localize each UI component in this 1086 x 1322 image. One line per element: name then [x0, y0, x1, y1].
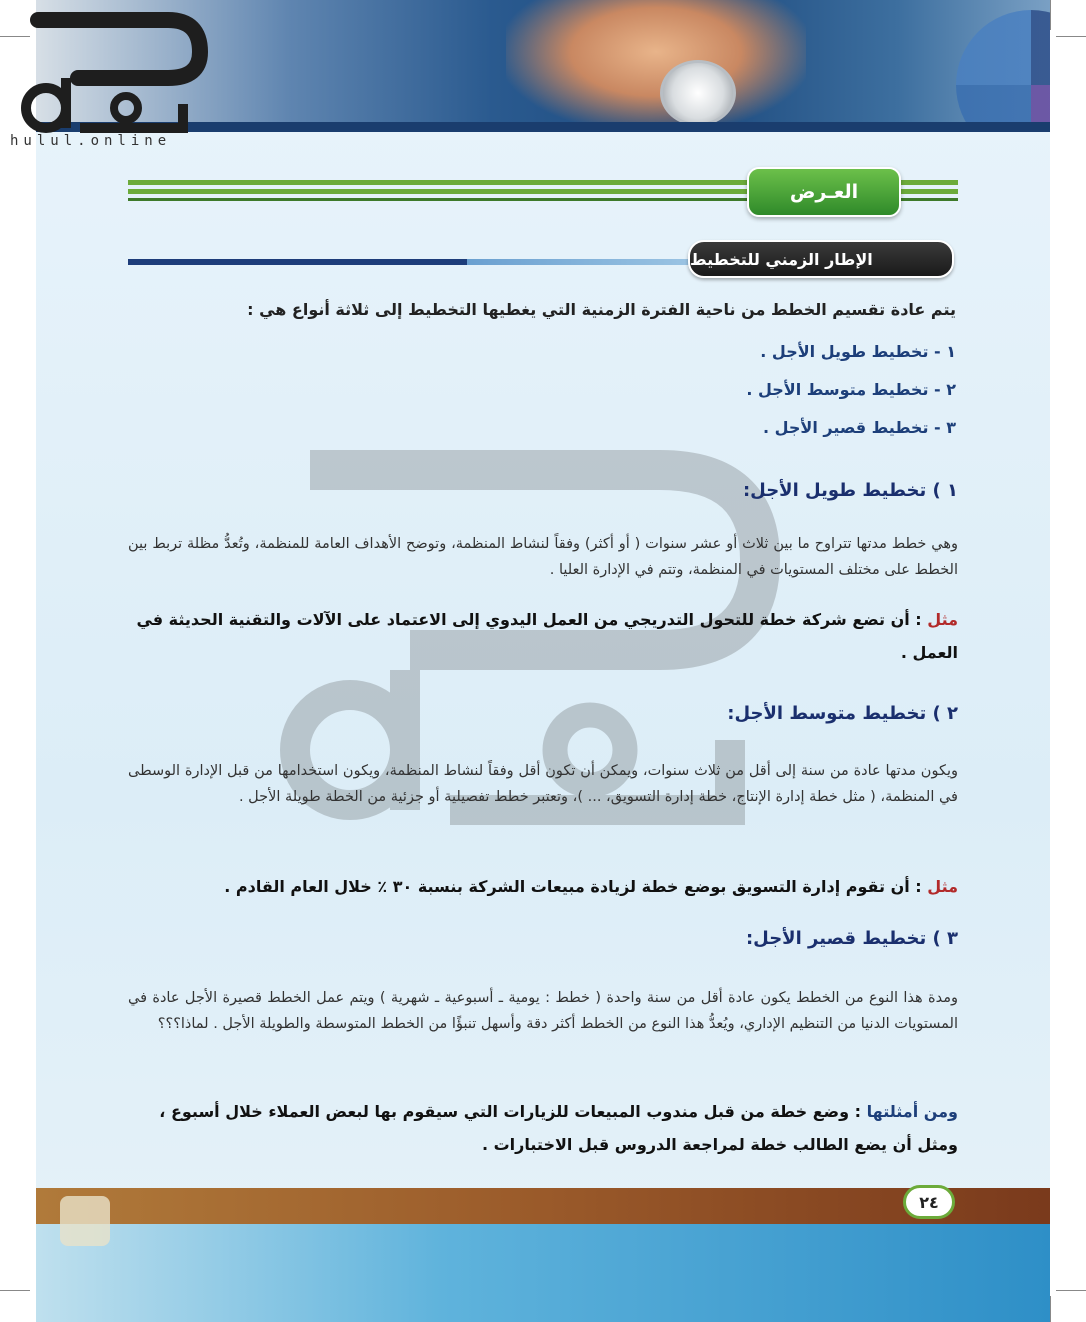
type-item: ٢ - تخطيط متوسط الأجل . — [746, 380, 956, 399]
example-label: مثل — [927, 877, 958, 896]
footer-background — [36, 1224, 1050, 1322]
subsection-divider — [128, 259, 693, 265]
section-heading: ٢ ) تخطيط متوسط الأجل: — [727, 703, 958, 724]
logo-url: hulul.online — [10, 133, 172, 149]
type-item: ٣ - تخطيط قصير الأجل . — [762, 418, 956, 437]
footer-bar — [36, 1188, 1050, 1224]
section-heading: ٣ ) تخطيط قصير الأجل: — [745, 928, 958, 949]
crop-mark — [1050, 1296, 1051, 1322]
hand-image — [506, 0, 806, 130]
crop-mark — [0, 1290, 30, 1291]
page-number: ٢٤ — [903, 1185, 955, 1219]
pocket-watch-image — [660, 60, 736, 126]
crop-mark — [1056, 36, 1086, 37]
section-paragraph: وهي خطط مدتها تتراوح ما بين ثلاث أو عشر سنوات ( أو أكثر) وفقاً لنشاط المنظمة، وتوضح الأهداف العامة للمنظمة، وتُعدُّ مظلة تربط بين الخطط على مختلف المستويات في المنظمة، وتتم في الإدارة العليا . — [128, 536, 958, 578]
section-heading: ١ ) تخطيط طويل الأجل: — [742, 480, 958, 501]
example-label: مثل — [927, 610, 958, 629]
example-body: : أن تقوم إدارة التسويق بوضع خطة لزيادة مبيعات الشركة بنسبة ٣٠ ٪ خلال العام القادم . — [224, 877, 922, 896]
dial-graphic — [956, 10, 1050, 130]
crop-mark — [1056, 1290, 1086, 1291]
section-paragraph: ويكون مدتها عادة من سنة إلى أقل من ثلاث سنوات، ويمكن أن تكون أقل وفقاً لنشاط المنظمة، ويكون استخدامها من قبل الإدارة الوسطى في المنظمة، ( مثل خطة إدارة الإنتاج، خطة إدارة التسويق، ... )، وتعتبر خطط تفصيلية أو جزئية من الخطة طويلة الأجل . — [128, 763, 958, 805]
small-logo-icon — [60, 1196, 110, 1246]
example-text — [128, 603, 958, 669]
intro-text: يتم عادة تقسيم الخطط من ناحية الفترة الزمنية التي يغطيها التخطيط إلى ثلاثة أنواع هي : — [247, 300, 956, 319]
section-tab: العـرض — [747, 167, 901, 217]
example-text — [128, 1095, 958, 1161]
crop-mark — [1050, 0, 1051, 30]
example-text — [128, 870, 958, 903]
section-paragraph: ومدة هذا النوع من الخطط يكون عادة أقل من سنة واحدة ( خطط : يومية ـ أسبوعية ـ شهرية ) ويتم عمل الخطط قصيرة الأجل عادة في المستويات الدنيا من التنظيم الإداري، ويُعدُّ هذا النوع من الخطط أكثر دقة وأسهل تنبؤًا من الخطط المتوسطة والطويلة الأجل . لماذا؟؟؟ — [128, 990, 958, 1032]
crop-mark — [0, 36, 30, 37]
subsection-tab: الإطار الزمني للتخطيط — [688, 240, 954, 278]
example-body: : وضع خطة من قبل مندوب المبيعات للزيارات التي سيقوم بها لبعض العملاء خلال أسبوع ، ومثل أن يضع الطالب خطة لمراجعة الدروس قبل الاختبارات . — [159, 1102, 958, 1154]
example-label: ومن أمثلتها — [866, 1102, 958, 1121]
watermark-logo — [260, 450, 780, 890]
example-body: : أن تضع شركة خطة للتحول التدريجي من العمل اليدوي إلى الاعتماد على الآلات والتقنية الحديثة في العمل . — [136, 610, 958, 662]
type-item: ١ - تخطيط طويل الأجل . — [760, 342, 956, 361]
